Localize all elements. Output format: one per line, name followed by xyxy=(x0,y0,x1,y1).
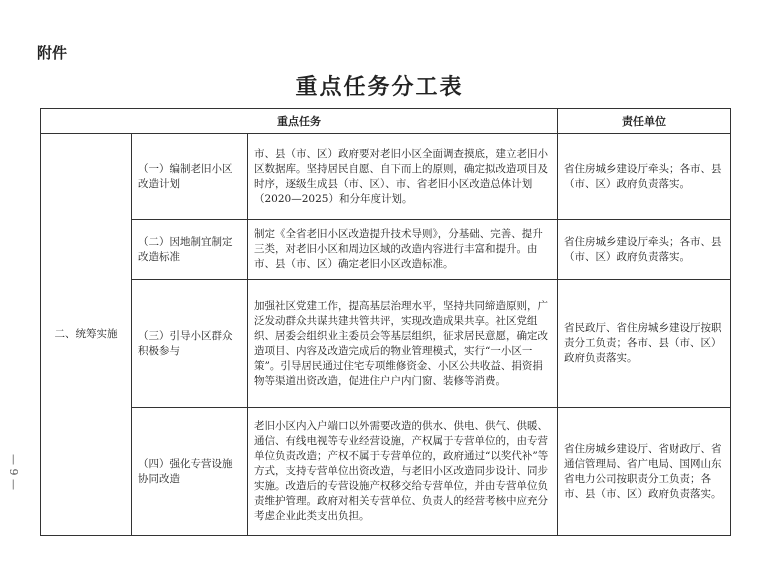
category-cell: 二、统筹实施 xyxy=(41,134,132,536)
page-number: — 9 — xyxy=(7,454,20,490)
table-row xyxy=(41,220,731,280)
task-cell: （三）引导小区群众积极参与 xyxy=(132,280,248,408)
table-row xyxy=(41,280,731,408)
responsible-cell: 省住房城乡建设厅牵头；各市、县（市、区）政府负责落实。 xyxy=(558,220,731,280)
responsible-cell: 省住房城乡建设厅牵头；各市、县（市、区）政府负责落实。 xyxy=(558,134,731,220)
header-key-task: 重点任务 xyxy=(41,109,558,134)
description-cell: 老旧小区内入户端口以外需要改造的供水、供电、供气、供暖、通信、有线电视等专业经营设施，产权属于专营单位的，由专营单位负责改造；产权不属于专营单位的，政府通过“以奖代补”等方式，支持专营单位出资改造，与老旧小区改造同步设计、同步实施。改造后的专营设施产权移交给专营单位，并由专营单位负责维护管理。政府对相关专营单位、负责人的经营考核中应充分考虑企业此类支出负担。 xyxy=(248,408,558,536)
page-title: 重点任务分工表 xyxy=(295,74,464,100)
description-cell: 制定《全省老旧小区改造提升技术导则》，分基础、完善、提升三类，对老旧小区和周边区域的改造内容进行丰富和提升。由市、县（市、区）确定老旧小区改造标准。 xyxy=(248,220,558,280)
responsible-cell: 省住房城乡建设厅、省财政厅、省通信管理局、省广电局、国网山东省电力公司按职责分工负责；各市、县（市、区）政府负责落实。 xyxy=(558,408,731,536)
table-header-row xyxy=(41,109,731,134)
task-table xyxy=(40,108,731,536)
table-row xyxy=(41,408,731,536)
header-responsible-unit: 责任单位 xyxy=(558,109,731,134)
attachment-label: 附件 xyxy=(37,44,68,62)
description-cell: 市、县（市、区）政府要对老旧小区全面调查摸底，建立老旧小区数据库。坚持居民自愿、自下而上的原则，确定拟改造项目及时序，逐级生成县（市、区）、市、省老旧小区改造总体计划（2020—2025）和分年度计划。 xyxy=(248,134,558,220)
table-row xyxy=(41,134,731,220)
description-cell: 加强社区党建工作，提高基层治理水平，坚持共同缔造原则，广泛发动群众共谋共建共管共评，实现改造成果共享。社区党组织、居委会组织业主委员会等基层组织，征求居民意愿，确定改造项目、内容及改造完成后的物业管理模式，实行“一小区一策”。引导居民通过住宅专项维修资金、小区公共收益、捐资捐物等渠道出资改造，促进住户户内门窗、装修等消费。 xyxy=(248,280,558,408)
responsible-cell: 省民政厅、省住房城乡建设厅按职责分工负责；各市、县（市、区）政府负责落实。 xyxy=(558,280,731,408)
task-cell: （四）强化专营设施协同改造 xyxy=(132,408,248,536)
task-cell: （一）编制老旧小区改造计划 xyxy=(132,134,248,220)
task-cell: （二）因地制宜制定改造标准 xyxy=(132,220,248,280)
